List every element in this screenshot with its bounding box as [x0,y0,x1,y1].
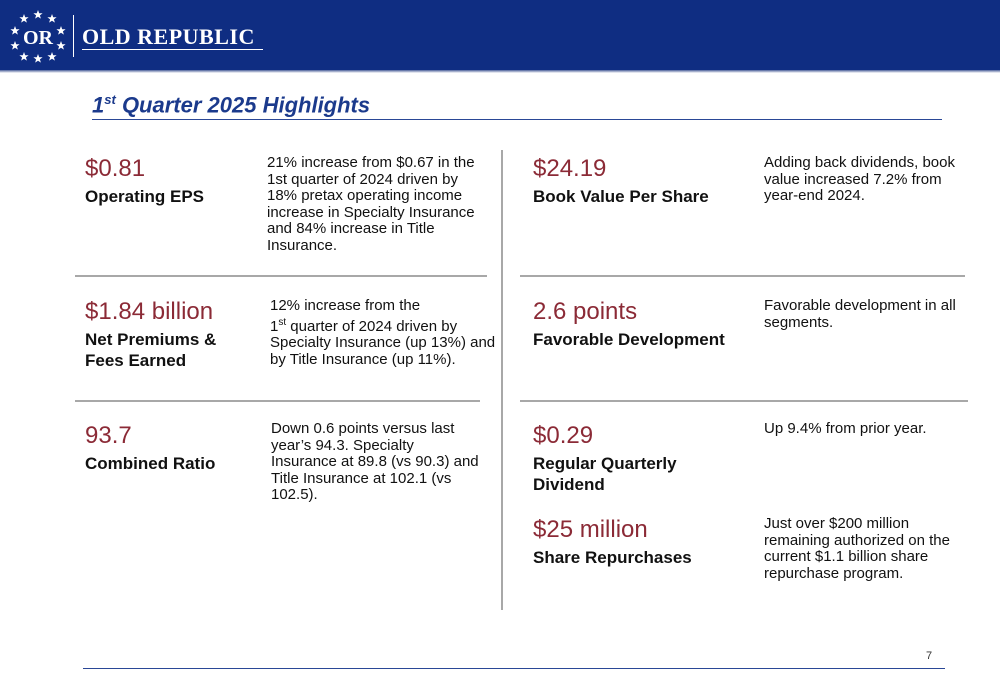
right-divider-1 [520,275,965,277]
npe-desc-ordinal-suffix: st [278,316,287,328]
npe-desc-ordinal-number: 1 [270,317,279,335]
left-divider-2 [75,400,480,402]
bvps-label: Book Value Per Share [533,187,709,206]
page-number: 7 [926,650,933,662]
logo-underline [82,49,263,50]
right-divider-2 [520,400,968,402]
npe-desc-part1: 12% increase from the [270,297,421,314]
repurchases-description: Just over $200 million remaining authorized on the current $1.1 billion share repurchase program. [764,515,950,582]
dividend-description: Up 9.4% from prior year. [764,420,927,437]
company-logo-text: OLD REPUBLIC [82,24,255,49]
bvps-description: Adding back dividends, book value increased 7.2% from year-end 2024. [764,154,955,204]
header-bar [0,0,1000,70]
title-ordinal-suffix: st [104,92,116,107]
combined-ratio-value: 93.7 [85,422,132,449]
development-description: Favorable development in all segments. [764,297,956,331]
eps-value: $0.81 [85,155,146,182]
combined-ratio-description: Down 0.6 points versus last year’s 94.3. Specialty Insurance at 89.8 (vs 90.3) and Title Insurance at 102.1 (vs 102.5). [271,420,479,503]
logo-monogram: OR [23,27,53,49]
repurchases-label: Share Repurchases [533,548,692,567]
logo-star-monogram-icon [8,8,68,64]
repurchases-value: $25 million [533,516,648,543]
development-value: 2.6 points [533,298,638,325]
page-title [92,92,370,118]
eps-description: 21% increase from $0.67 in the 1st quarter of 2024 driven by 18% pretax operating income increase in Specialty Insurance and 84% increase in Title Insurance. [267,154,475,254]
npe-value: $1.84 billion [85,298,214,325]
title-ordinal-number: 1 [92,92,105,118]
development-label: Favorable Development [533,330,725,349]
left-divider-1 [75,275,487,277]
title-rule [92,119,942,120]
npe-description [270,298,502,368]
title-text: Quarter 2025 Highlights [121,92,371,118]
combined-ratio-label: Combined Ratio [85,454,216,473]
npe-label: Net Premiums & Fees Earned [85,330,217,370]
center-divider [501,150,503,610]
footer-rule [83,668,945,669]
bvps-value: $24.19 [533,155,607,182]
logo-divider [73,15,74,57]
eps-label: Operating EPS [85,187,205,206]
header-shadow [0,70,1000,73]
npe-desc-part2: quarter of 2024 driven by Specialty Insurance (up 13%) and by Title Insurance (up 11%). [270,317,496,368]
dividend-label: Regular Quarterly Dividend [533,454,677,494]
dividend-value: $0.29 [533,422,594,449]
